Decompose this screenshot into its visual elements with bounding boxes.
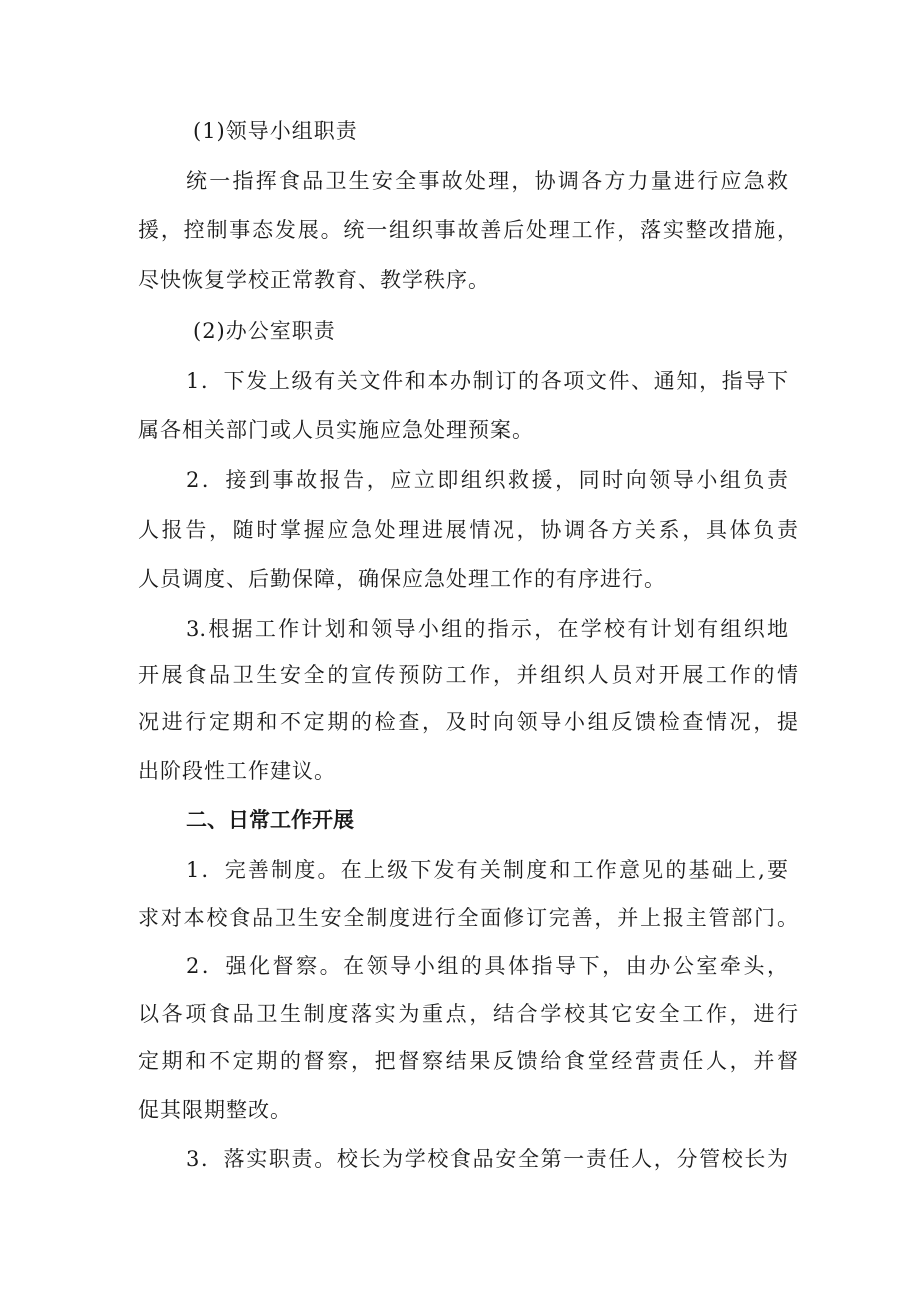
paragraph-line: 人报告，随时掌握应急处理进展情况，协调各方关系，具体负责 (138, 518, 798, 542)
paragraph-line: 2．接到事故报告，应立即组织救援，同时向领导小组负责 (186, 468, 788, 492)
paragraph-line: 人员调度、后勤保障，确保应急处理工作的有序进行。 (138, 567, 666, 591)
paragraph-line: 开展食品卫生安全的宣传预防工作，并组织人员对开展工作的情 (138, 663, 798, 687)
section-title-office: (2)办公室职责 (193, 319, 336, 343)
section-heading-daily-work: 二、日常工作开展 (186, 808, 354, 832)
paragraph-line: 尽快恢复学校正常教育、教学秩序。 (138, 268, 490, 292)
paragraph-line: 援，控制事态发展。统一组织事故善后处理工作，落实整改措施， (138, 218, 798, 242)
paragraph-line: 定期和不定期的督察，把督察结果反馈给食堂经营责任人，并督 (138, 1049, 798, 1073)
paragraph-line: 促其限期整改。 (138, 1098, 292, 1122)
paragraph-line: 3．落实职责。校长为学校食品安全第一责任人，分管校长为 (186, 1147, 788, 1171)
paragraph-line: 出阶段性工作建议。 (138, 759, 336, 783)
paragraph-line: 求对本校食品卫生安全制度进行全面修订完善，并上报主管部门。 (138, 906, 798, 930)
paragraph-line: 况进行定期和不定期的检查，及时向领导小组反馈检查情况，提 (138, 710, 798, 734)
paragraph-line: 2．强化督察。在领导小组的具体指导下，由办公室牵头， (186, 954, 788, 978)
section-title-leadership: (1)领导小组职责 (193, 119, 358, 143)
paragraph-line: 统一指挥食品卫生安全事故处理，协调各方力量进行应急救 (186, 169, 788, 193)
paragraph-line: 以各项食品卫生制度落实为重点，结合学校其它安全工作，进行 (138, 1002, 798, 1026)
paragraph-line: 1．下发上级有关文件和本办制订的各项文件、通知，指导下 (186, 369, 788, 393)
paragraph-line: 1．完善制度。在上级下发有关制度和工作意见的基础上,要 (186, 858, 788, 882)
paragraph-line: 3.根据工作计划和领导小组的指示，在学校有计划有组织地 (186, 617, 788, 641)
paragraph-line: 属各相关部门或人员实施应急处理预案。 (138, 418, 534, 442)
